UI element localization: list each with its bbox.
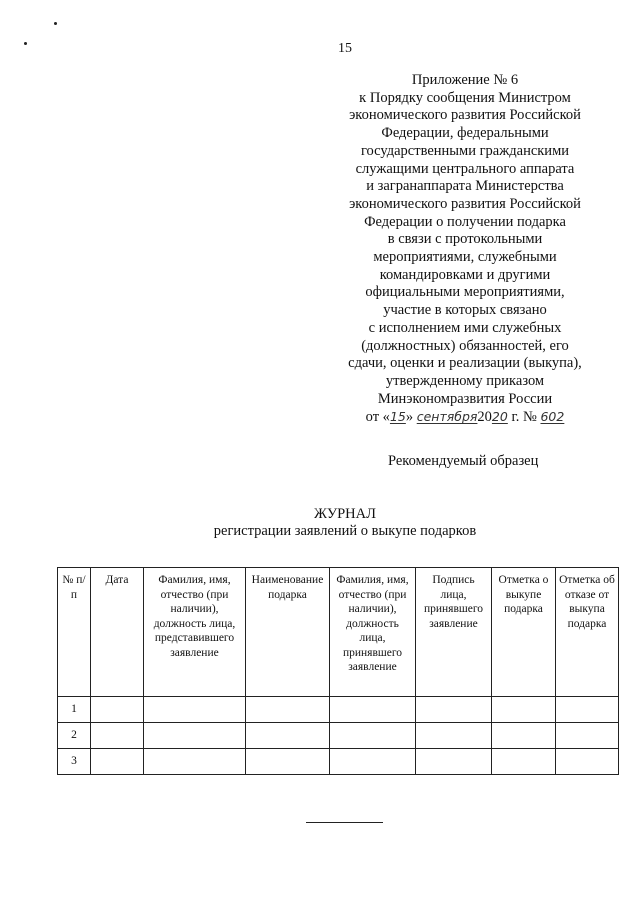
annex-line: официальными мероприятиями,: [365, 284, 565, 301]
annex-line: экономического развития Российской: [349, 195, 581, 212]
footer-divider: [306, 822, 383, 823]
journal-subtitle: регистрации заявлений о выкупе подарков: [213, 523, 477, 539]
annex-line: в связи с протокольными: [387, 231, 543, 248]
table-cell: [91, 697, 144, 723]
order-day: 15: [389, 409, 406, 425]
annex-line: Федерации о получении подарка: [364, 213, 566, 230]
order-prefix: от «: [365, 409, 390, 426]
order-year-prefix: 20: [477, 409, 492, 426]
table-cell: [330, 723, 416, 749]
table-cell: [91, 749, 144, 775]
annex-line: участие в которых связано: [383, 302, 547, 319]
table-cell: [330, 697, 416, 723]
table-cell: [416, 697, 492, 723]
header-cell-gift-name: Наименование подарка: [246, 568, 330, 697]
journal-title: ЖУРНАЛ: [314, 506, 376, 522]
table-cell: [492, 697, 556, 723]
order-year-suffix: 20: [491, 409, 508, 425]
table-cell: [246, 723, 330, 749]
table-cell: [144, 749, 246, 775]
table-cell: [492, 749, 556, 775]
table-cell: [246, 749, 330, 775]
table-cell: [330, 749, 416, 775]
header-cell-signature: Подпись лица, принявшего заявление: [416, 568, 492, 697]
annex-line: Минэкономразвития России: [377, 390, 553, 407]
annex-line: служащими центрального аппарата: [355, 160, 575, 177]
table-cell: [144, 723, 246, 749]
table-cell: 3: [58, 749, 91, 775]
header-cell-submitter: Фамилия, имя, отчество (при наличии), должность лица, представившего заявление: [144, 568, 246, 697]
table-cell: [556, 749, 619, 775]
register-table: [57, 567, 619, 775]
header-cell-number: № п/п: [58, 568, 91, 697]
annex-line: утвержденному приказом: [385, 372, 545, 389]
table-cell: 2: [58, 723, 91, 749]
header-cell-receiver: Фамилия, имя, отчество (при наличии), должность лица, принявшего заявление: [330, 568, 416, 697]
annex-line: Приложение № 6: [411, 72, 519, 88]
table-row: [58, 697, 619, 723]
annex-line: и загранаппарата Министерства: [366, 178, 564, 195]
scan-speck: [54, 22, 57, 25]
table-cell: [556, 697, 619, 723]
table-cell: [91, 723, 144, 749]
annex-line: (должностных) обязанностей, его: [361, 337, 569, 354]
table-cell: [416, 723, 492, 749]
annex-line: мероприятиями, служебными: [373, 249, 557, 266]
annex-block: [335, 72, 595, 427]
table-cell: [492, 723, 556, 749]
order-number: 602: [540, 409, 565, 425]
header-cell-date: Дата: [91, 568, 144, 697]
table-cell: 1: [58, 697, 91, 723]
annex-line: Федерации, федеральными: [381, 125, 549, 142]
annex-line: государственными гражданскими: [360, 142, 570, 159]
header-cell-refusal-mark: Отметка об отказе от выкупа подарка: [556, 568, 619, 697]
annex-line: командировками и другими: [379, 266, 551, 283]
annex-line: с исполнением ими служебных: [368, 319, 562, 336]
table-cell: [144, 697, 246, 723]
recommended-sample-label: Рекомендуемый образец: [388, 453, 539, 469]
annex-line: сдачи, оценки и реализации (выкупа),: [348, 355, 582, 372]
order-close-quote: »: [405, 409, 414, 426]
order-month: сентября: [416, 409, 478, 425]
header-cell-buyout-mark: Отметка о выкупе подарка: [492, 568, 556, 697]
annex-line: к Порядку сообщения Министром: [359, 89, 571, 106]
annex-line: экономического развития Российской: [349, 107, 581, 124]
table-cell: [556, 723, 619, 749]
page-number: 15: [338, 41, 352, 56]
table-header-row: [58, 568, 619, 697]
order-date-line: [335, 408, 595, 427]
order-year-end: г. №: [507, 409, 541, 426]
table-row: [58, 723, 619, 749]
table-cell: [246, 697, 330, 723]
table-cell: [416, 749, 492, 775]
table-row: [58, 749, 619, 775]
